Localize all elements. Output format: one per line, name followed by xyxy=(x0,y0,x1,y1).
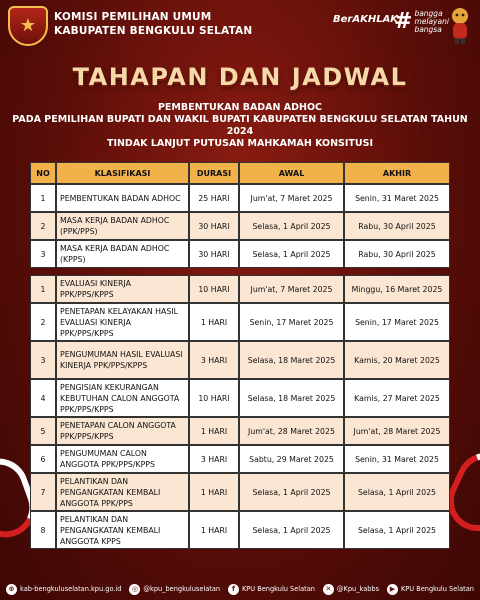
cell-awal: Jum'at, 28 Maret 2025 xyxy=(239,417,344,445)
footer-text: kab-bengkuluselatan.kpu.go.id xyxy=(20,585,122,593)
table-row xyxy=(30,275,450,303)
cell-akhir: Rabu, 30 April 2025 xyxy=(344,212,450,240)
table-row xyxy=(30,184,450,212)
x-twitter-icon: ✕ xyxy=(323,584,334,595)
table-row xyxy=(30,511,450,549)
subtitle-block xyxy=(0,102,480,150)
cell-klasifikasi: PEMBENTUKAN BADAN ADHOC xyxy=(56,184,189,212)
page-title: TAHAPAN DAN JADWAL xyxy=(72,63,408,91)
cell-awal: Selasa, 1 April 2025 xyxy=(239,473,344,511)
header-akhir: AKHIR xyxy=(344,162,450,184)
section-gap xyxy=(30,268,450,275)
cell-durasi: 1 HARI xyxy=(189,473,239,511)
header-no: NO xyxy=(30,162,56,184)
table-row xyxy=(30,379,450,417)
bangga-line-3: bangsa xyxy=(414,25,442,34)
cell-no: 3 xyxy=(30,240,56,268)
header-awal: AWAL xyxy=(239,162,344,184)
cell-akhir: Kamis, 20 Maret 2025 xyxy=(344,341,450,379)
cell-durasi: 25 HARI xyxy=(189,184,239,212)
cell-awal: Senin, 17 Maret 2025 xyxy=(239,303,344,341)
table-row xyxy=(30,445,450,473)
table-row xyxy=(30,341,450,379)
cell-klasifikasi: PENETAPAN KELAYAKAN HASIL EVALUASI KINERJA PPK/PPS/KPPS xyxy=(56,303,189,341)
cell-awal: Selasa, 18 Maret 2025 xyxy=(239,341,344,379)
cell-akhir: Senin, 31 Maret 2025 xyxy=(344,184,450,212)
cell-klasifikasi: MASA KERJA BADAN ADHOC (KPPS) xyxy=(56,240,189,268)
cell-durasi: 3 HARI xyxy=(189,445,239,473)
cell-no: 3 xyxy=(30,341,56,379)
cell-no: 7 xyxy=(30,473,56,511)
cell-durasi: 10 HARI xyxy=(189,379,239,417)
org-line-1: KOMISI PEMILIHAN UMUM xyxy=(54,11,212,23)
cell-klasifikasi: PENGUMUMAN HASIL EVALUASI KINERJA PPK/PPS/KPPS xyxy=(56,341,189,379)
header xyxy=(0,0,480,56)
header-durasi: DURASI xyxy=(189,162,239,184)
cell-akhir: Senin, 17 Maret 2025 xyxy=(344,303,450,341)
cell-awal: Selasa, 1 April 2025 xyxy=(239,212,344,240)
cell-klasifikasi: PENETAPAN CALON ANGGOTA PPK/PPS/KPPS xyxy=(56,417,189,445)
footer-text: KPU Bengkulu Selatan xyxy=(400,585,474,593)
table-row xyxy=(30,473,450,511)
subtitle-line: PEMBENTUKAN BADAN ADHOC xyxy=(157,102,323,113)
cell-akhir: Kamis, 27 Maret 2025 xyxy=(344,379,450,417)
cell-klasifikasi: PENGUMUMAN CALON ANGGOTA PPK/PPS/KPPS xyxy=(56,445,189,473)
berakhlak-text: BerAKHLAK xyxy=(333,14,399,25)
table-row xyxy=(30,417,450,445)
cell-no: 2 xyxy=(30,303,56,341)
cell-awal: Selasa, 18 Maret 2025 xyxy=(239,379,344,417)
globe-icon: ⊕ xyxy=(6,584,17,595)
cell-no: 5 xyxy=(30,417,56,445)
cell-klasifikasi: PELANTIKAN DAN PENGANGKATAN KEMBALI ANGGOTA KPPS xyxy=(56,511,189,549)
header-klasifikasi: KLASIFIKASI xyxy=(56,162,189,184)
cell-no: 1 xyxy=(30,275,56,303)
footer-text: @kpu_bengkuluselatan xyxy=(143,585,221,593)
facebook-icon: f xyxy=(228,584,239,595)
cell-awal: Jum'at, 7 Maret 2025 xyxy=(239,184,344,212)
cell-durasi: 30 HARI xyxy=(189,212,239,240)
cell-no: 8 xyxy=(30,511,56,549)
table-row xyxy=(30,240,450,268)
cell-no: 6 xyxy=(30,445,56,473)
subtitle-line: PADA PEMILIHAN BUPATI DAN WAKIL BUPATI KABUPATEN BENGKULU SELATAN TAHUN 2024 xyxy=(12,114,468,137)
footer-youtube[interactable] xyxy=(387,584,474,595)
footer-website[interactable] xyxy=(6,584,121,595)
cell-durasi: 10 HARI xyxy=(189,275,239,303)
footer-instagram[interactable] xyxy=(129,584,220,595)
footer-text: @Kpu_kabbs xyxy=(336,585,380,593)
footer xyxy=(0,578,480,600)
cell-durasi: 30 HARI xyxy=(189,240,239,268)
kpu-logo-icon: ★ xyxy=(8,6,48,46)
footer-x[interactable] xyxy=(323,584,379,595)
cell-no: 1 xyxy=(30,184,56,212)
hash-icon: # xyxy=(394,9,413,34)
table-row xyxy=(30,303,450,341)
schedule-table-container xyxy=(30,162,450,549)
subtitle-line: TINDAK LANJUT PUTUSAN MAHKAMAH KONSITUSI xyxy=(106,138,374,149)
org-line-2: KABUPATEN BENGKULU SELATAN xyxy=(54,25,253,37)
table-header-row xyxy=(30,162,450,184)
cell-awal: Selasa, 1 April 2025 xyxy=(239,240,344,268)
cell-durasi: 3 HARI xyxy=(189,341,239,379)
cell-klasifikasi: PENGISIAN KEKURANGAN KEBUTUHAN CALON ANGGOTA PPK/PPS/KPPS xyxy=(56,379,189,417)
cell-durasi: 1 HARI xyxy=(189,511,239,549)
cell-durasi: 1 HARI xyxy=(189,303,239,341)
cell-klasifikasi: MASA KERJA BADAN ADHOC (PPK/PPS) xyxy=(56,212,189,240)
bangga-line-1: bangga xyxy=(414,9,443,18)
cell-akhir: Jum'at, 28 Maret 2025 xyxy=(344,417,450,445)
cell-akhir: Selasa, 1 April 2025 xyxy=(344,511,450,549)
organization-name xyxy=(54,10,252,38)
berakhlak-logo xyxy=(333,14,398,25)
schedule-table xyxy=(30,162,450,549)
cell-no: 4 xyxy=(30,379,56,417)
cell-no: 2 xyxy=(30,212,56,240)
instagram-icon: ◎ xyxy=(129,584,140,595)
mascot-icon xyxy=(446,6,474,44)
cell-akhir: Senin, 31 Maret 2025 xyxy=(344,445,450,473)
footer-text: KPU Bengkulu Selatan xyxy=(241,585,315,593)
bangga-line-2: melayani xyxy=(414,17,449,26)
cell-durasi: 1 HARI xyxy=(189,417,239,445)
cell-awal: Jum'at, 7 Maret 2025 xyxy=(239,275,344,303)
cell-akhir: Selasa, 1 April 2025 xyxy=(344,473,450,511)
cell-awal: Selasa, 1 April 2025 xyxy=(239,511,344,549)
cell-klasifikasi: PELANTIKAN DAN PENGANGKATAN KEMBALI ANGGOTA PPK/PPS xyxy=(56,473,189,511)
cell-akhir: Rabu, 30 April 2025 xyxy=(344,240,450,268)
table-row xyxy=(30,212,450,240)
footer-facebook[interactable] xyxy=(228,584,315,595)
cell-awal: Sabtu, 29 Maret 2025 xyxy=(239,445,344,473)
cell-akhir: Minggu, 16 Maret 2025 xyxy=(344,275,450,303)
cell-klasifikasi: EVALUASI KINERJA PPK/PPS/KPPS xyxy=(56,275,189,303)
youtube-icon: ▶ xyxy=(387,584,398,595)
bangga-melayani-logo xyxy=(394,10,449,34)
